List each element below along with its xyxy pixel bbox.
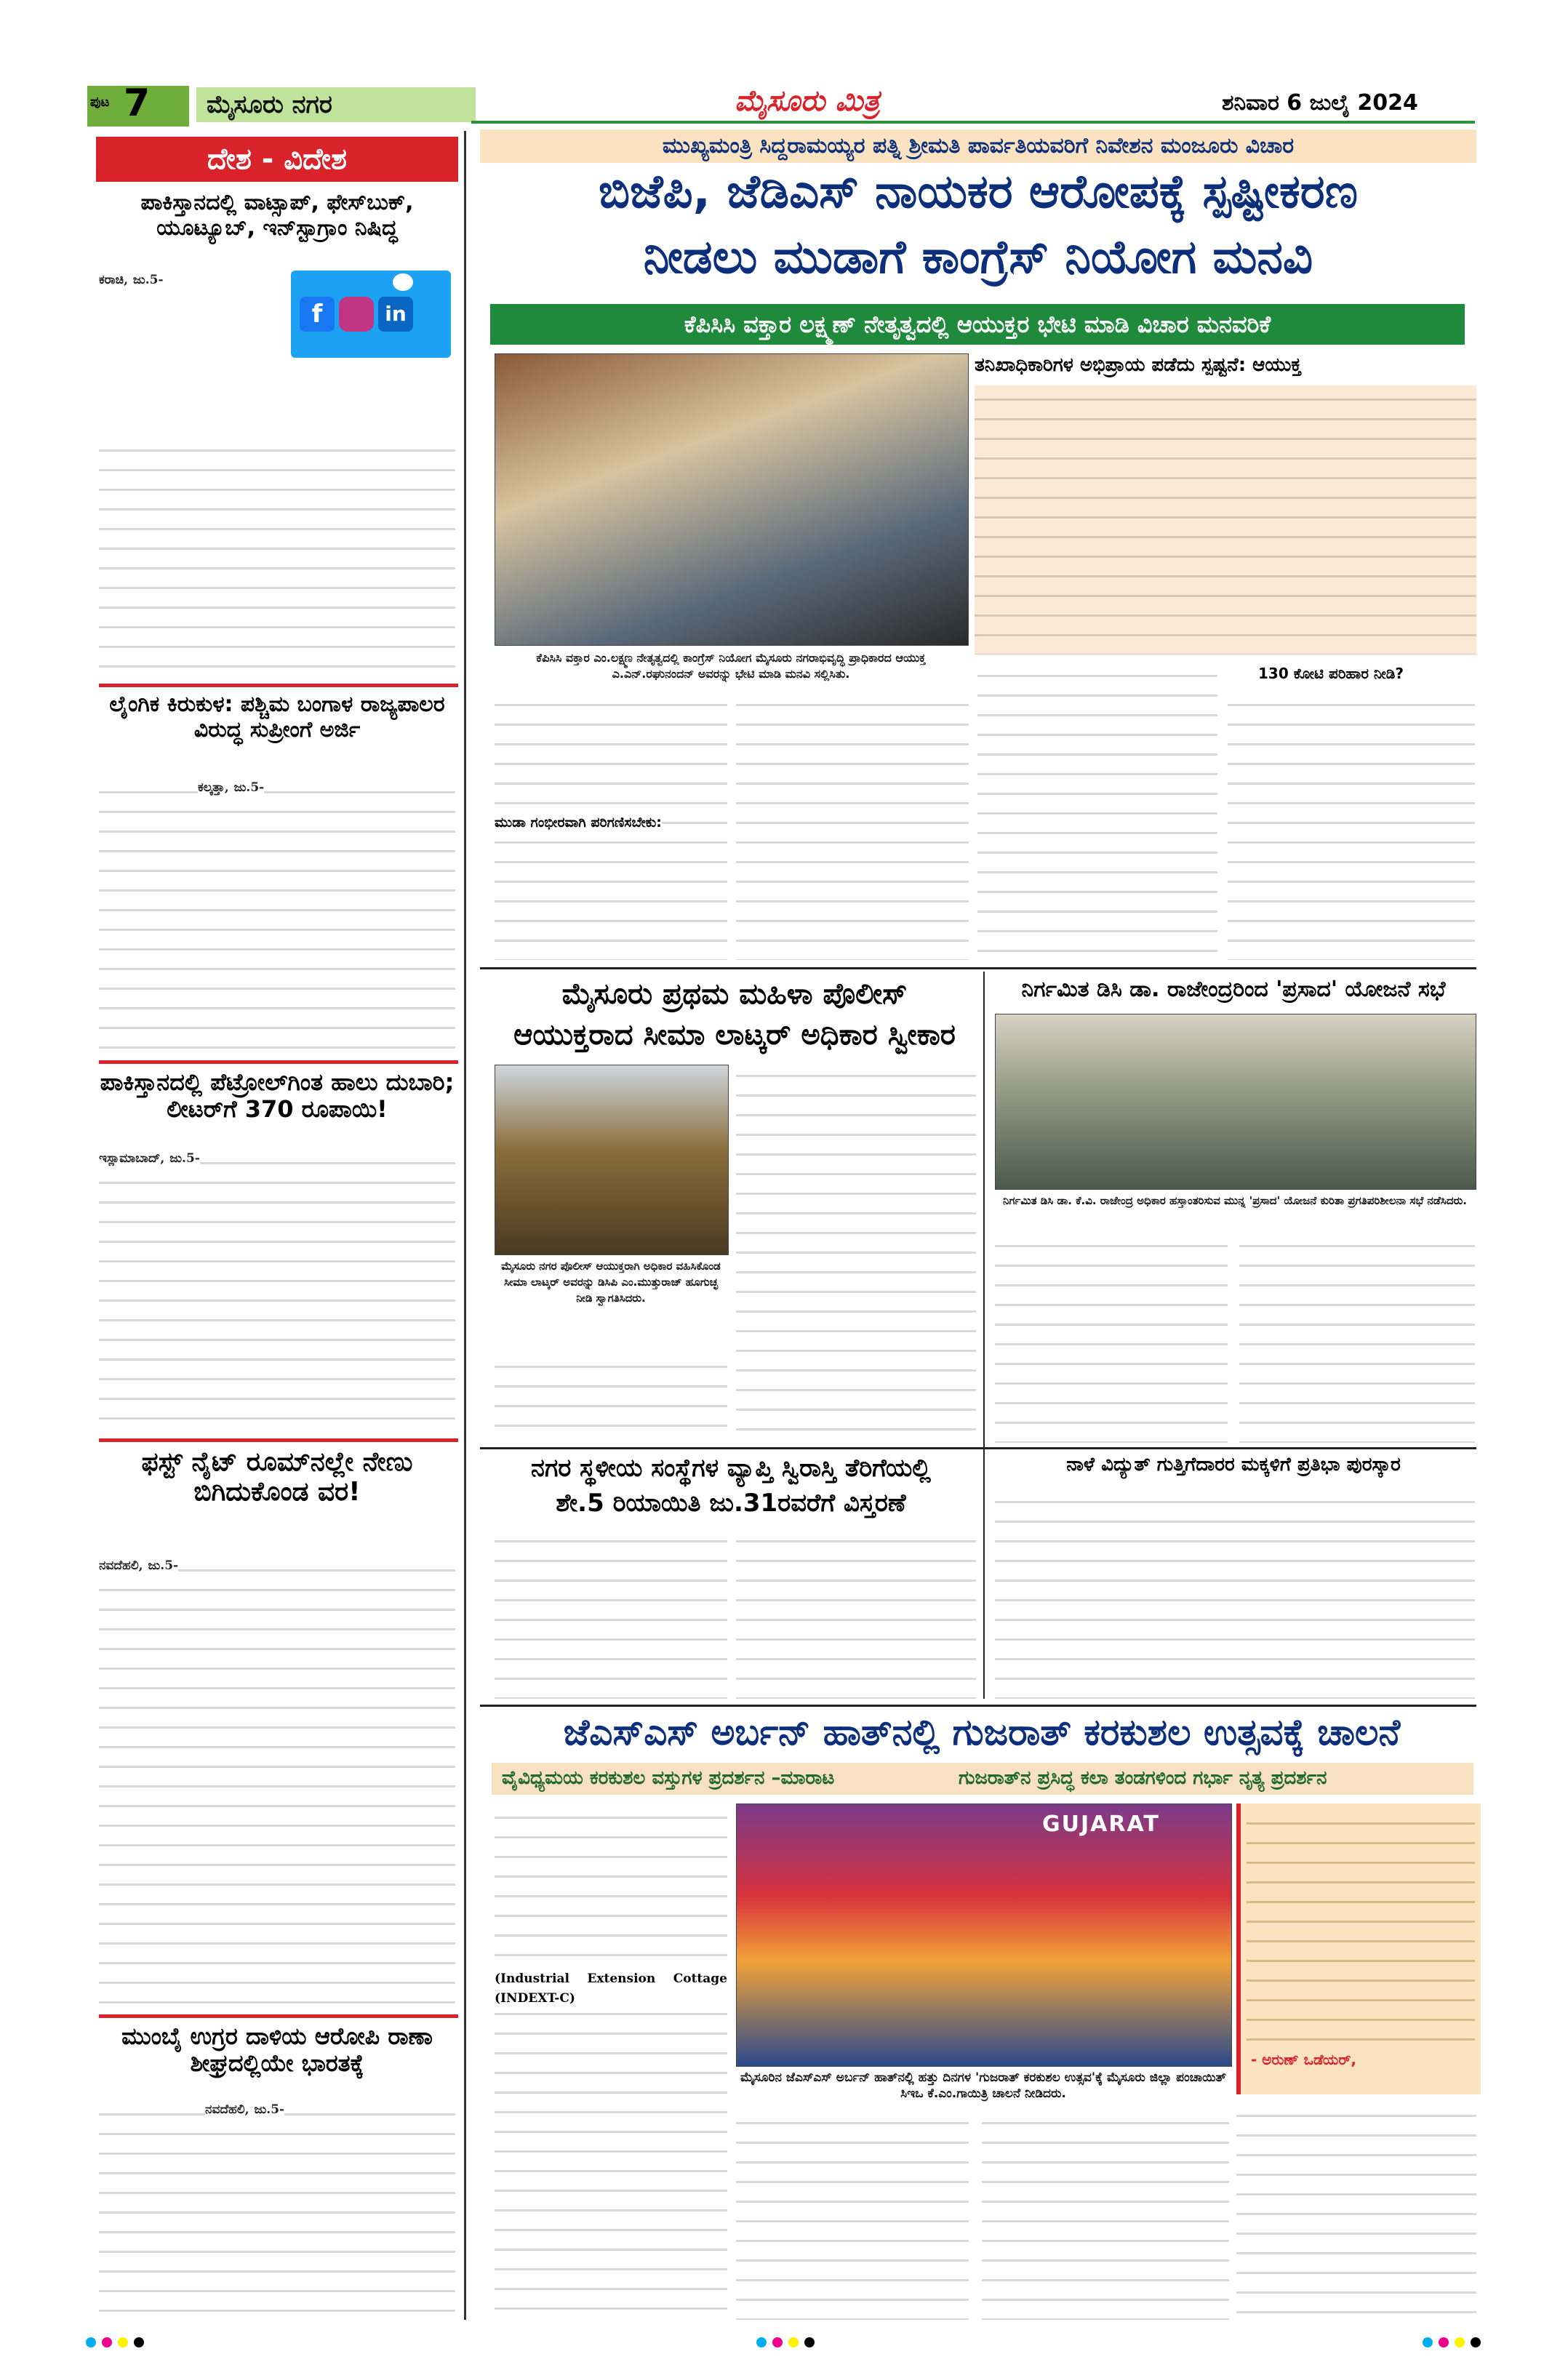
jss-photo-caption: ಮೈಸೂರಿನ ಜೆಎಸ್‌ಎಸ್ ಅರ್ಬನ್ ಹಾತ್‌ನಲ್ಲಿ ಹತ್ತು ದಿನಗಳ 'ಗುಜರಾತ್ ಕರಕುಶಲ ಉತ್ಸವ'ಕ್ಕೆ ಮೈಸೂರು ಜಿಲ್ಲಾ ಪಂಚಾಯಿತ್ ಸಿಇಒ ಕೆ.ಎಂ.ಗಾಯಿತ್ರಿ ಚಾಲನೆ ನೀಡಿದರು.	[740, 2070, 1226, 2101]
dc-meeting-photo	[995, 1014, 1476, 1190]
dateline: ಇಸ್ಲಾಮಾಬಾದ್, ಜು.5-	[99, 1151, 200, 1166]
quote-byline: - ಅರುಣ್ ಒಡೆಯರ್,	[1251, 2051, 1357, 2068]
lead-box-head: 130 ಕೋಟಿ ಪರಿಹಾರ ನೀಡಿ?	[1258, 665, 1404, 682]
dc-body-2	[1239, 1232, 1475, 1443]
twitter-icon	[393, 273, 413, 291]
page-number: 7	[124, 81, 151, 125]
registration-dot-yellow	[1455, 2337, 1465, 2347]
jss-body-4	[1236, 2102, 1476, 2320]
section-rule	[480, 1447, 1476, 1449]
dateline: ಕರಾಚಿ, ಜು.5-	[99, 273, 164, 287]
jss-bullet-2: ಗುಜರಾತ್‌ನ ಪ್ರಸಿದ್ಧ ಕಲಾ ತಂಡಗಳಿಂದ ಗರ್ಭಾ ನೃತ್ಯ ಪ್ರದರ್ಶನ	[959, 1767, 1327, 1789]
dc-body-1	[995, 1232, 1228, 1443]
registration-dot-black	[134, 2337, 144, 2347]
story-rana-body	[99, 2100, 455, 2318]
jss-headline: ಜೆಎಸ್‌ಎಸ್ ಅರ್ಬನ್ ಹಾತ್‌ನಲ್ಲಿ ಗುಜರಾತ್ ಕರಕುಶಲ ಉತ್ಸವಕ್ಕೆ ಚಾಲನೆ	[563, 1711, 1401, 1753]
story-separator	[99, 1060, 458, 1064]
lead-photo-caption: ಕೆಪಿಸಿಸಿ ವಕ್ತಾರ ಎಂ.ಲಕ್ಷ್ಮಣ ನೇತೃತ್ವದಲ್ಲಿ ಕಾಂಗ್ರೆಸ್ ನಿಯೋಗ ಮೈಸೂರು ನಗರಾಭಿವೃದ್ಧಿ ಪ್ರಾಧಿಕಾರದ ಆಯುಕ್ತ ಎ.ಎನ್.ರಘುನಂದನ್ ಅವರನ್ನು ಭೇಟಿ ಮಾಡಿ ಮನವಿ ಸಲ್ಲಿಸಿತು.	[536, 651, 926, 681]
column-divider	[464, 131, 466, 2320]
lead-side-head: ತನಿಖಾಧಿಕಾರಿಗಳ ಅಭಿಪ್ರಾಯ ಪಡೆದು ಸ್ಪಷ್ಟನೆ: ಆಯುಕ್ತ	[975, 354, 1302, 376]
registration-dot-black	[1471, 2337, 1481, 2347]
jss-garba-photo	[736, 1803, 1232, 2067]
registration-dot-cyan	[1423, 2337, 1433, 2347]
story-first-night-body	[99, 1556, 455, 2014]
jss-body-1	[495, 1803, 727, 2320]
headline-first-night: ಫಸ್ಟ್ ನೈಟ್ ರೂಮ್‌ನಲ್ಲೇ ನೇಣು ಬಿಗಿದುಕೊಂಡ ವರ!	[141, 1447, 413, 1508]
lead-strap: ಕೆಪಿಸಿಸಿ ವಕ್ತಾರ ಲಕ್ಷ್ಮಣ್ ನೇತೃತ್ವದಲ್ಲಿ ಆಯುಕ್ತರ ಭೇಟಿ ಮಾಡಿ ವಿಚಾರ ಮನವರಿಕೆ	[490, 304, 1465, 345]
lead-body-col2	[736, 691, 969, 960]
gujarat-banner-text: GUJARAT	[1042, 1811, 1160, 1837]
police-body	[736, 1062, 976, 1440]
social-media-graphic	[291, 271, 451, 358]
registration-dot-yellow	[788, 2337, 799, 2347]
jss-body-2	[736, 2109, 969, 2320]
civic-body-1	[495, 1527, 727, 1699]
jss-bullet-1: ವೈವಿಧ್ಯಮಯ ಕರಕುಶಲ ವಸ್ತುಗಳ ಪ್ರದರ್ಶನ –ಮಾರಾಟ	[502, 1767, 835, 1789]
dc-photo-caption: ನಿರ್ಗಮಿತ ಡಿಸಿ ಡಾ. ಕೆ.ವಿ. ರಾಜೇಂದ್ರ ಅಧಿಕಾರ ಹಸ್ತಾಂತರಿಸುವ ಮುನ್ನ 'ಪ್ರಸಾದ' ಯೋಜನೆ ಕುರಿತಾ ಪ್ರಗತಿಪರಿಶೀಲನಾ ಸಭೆ ನಡೆಸಿದರು.	[1003, 1194, 1467, 1207]
section-rule	[480, 1705, 1476, 1707]
story-separator	[99, 1438, 458, 1442]
linkedin-icon: in	[378, 297, 413, 332]
section-name: ಮೈಸೂರು ನಗರ	[196, 87, 476, 122]
masthead-rule	[471, 121, 1475, 124]
lead-body-col4	[1228, 691, 1475, 960]
lead-side-body	[975, 385, 1476, 654]
police-photo-caption: ಮೈಸೂರು ನಗರ ಪೊಲೀಸ್ ಆಯುಕ್ತರಾಗಿ ಅಧಿಕಾರ ವಹಿಸಿಕೊಂಡ ಸೀಮಾ ಲಾಟ್ಕರ್ ಅವರನ್ನು ಡಿಸಿಪಿ ಎಂ.ಮುತ್ತುರಾಜ್ ಹೂಗುಚ್ಛ ನೀಡಿ ಸ್ವಾಗತಿಸಿದರು.	[501, 1260, 721, 1305]
lead-headline-1: ಬಿಜೆಪಿ, ಜೆಡಿಎಸ್ ನಾಯಕರ ಆರೋಪಕ್ಕೆ ಸ್ಪಷ್ಟೀಕರಣ	[599, 165, 1358, 219]
civic-headline-1: ನಗರ ಸ್ಥಳೀಯ ಸಂಸ್ಥೆಗಳ ವ್ಯಾಪ್ತಿ ಸ್ವಿರಾಸ್ತಿ ತೆರಿಗೆಯಲ್ಲಿ	[531, 1454, 931, 1483]
story-pakistan-body-2	[99, 436, 455, 676]
award-body-1	[995, 1488, 1475, 1699]
police-photo	[495, 1065, 729, 1255]
police-headline-1: ಮೈಸೂರು ಪ್ರಥಮ ಮಹಿಳಾ ಪೊಲೀಸ್	[561, 977, 908, 1011]
page-label: ಪುಟ	[90, 95, 110, 110]
section-banner: ದೇಶ - ವಿದೇಶ	[96, 137, 458, 182]
headline-rana-extradition: ಮುಂಬೈ ಉಗ್ರರ ದಾಳಿಯ ಆರೋಪಿ ರಾಣಾ ಶೀಘ್ರದಲ್ಲಿಯೇ ಭಾರತಕ್ಕೆ	[121, 2022, 433, 2077]
dateline: ಕಲ್ಕತ್ತಾ, ಜು.5-	[198, 780, 265, 795]
jss-quote-box	[1236, 1803, 1481, 2094]
registration-dot-magenta	[102, 2337, 112, 2347]
registration-dot-magenta	[1439, 2337, 1449, 2347]
lead-body-col3	[977, 662, 1217, 960]
registration-dot-black	[804, 2337, 815, 2347]
registration-dot-yellow	[118, 2337, 128, 2347]
facebook-icon: f	[300, 297, 335, 332]
story-pakistan-body	[99, 271, 284, 438]
police-body-2	[495, 1353, 727, 1440]
vertical-rule	[983, 972, 985, 1699]
registration-dot-magenta	[772, 2337, 783, 2347]
story-milk-body	[99, 1149, 455, 1436]
instagram-icon	[339, 297, 374, 332]
headline-pakistan-milk: ಪಾಕಿಸ್ತಾನದಲ್ಲಿ ಪೆಟ್ರೋಲ್‌ಗಿಂತ ಹಾಲು ದುಬಾರಿ; ಲೀಟರ್‌ಗೆ 370 ರೂಪಾಯಿ!	[100, 1068, 455, 1123]
paper-name: ಮೈಸೂರು ಮಿತ್ರ	[735, 84, 880, 118]
lead-headline-2: ನೀಡಲು ಮುಡಾಗೆ ಕಾಂಗ್ರೆಸ್ ನಿಯೋಗ ಮನವಿ	[643, 231, 1313, 284]
story-separator	[99, 2014, 458, 2018]
story-separator	[99, 684, 458, 687]
award-headline: ನಾಳೆ ವಿದ್ಯುತ್ ಗುತ್ತಿಗೆದಾರರ ಮಕ್ಕಳಿಗೆ ಪ್ರತಿಭಾ ಪುರಸ್ಕಾರ	[1066, 1454, 1401, 1476]
dc-headline: ನಿರ್ಗಮಿತ ಡಿಸಿ ಡಾ. ರಾಜೇಂದ್ರರಿಂದ 'ಪ್ರಸಾದ' ಯೋಜನೆ ಸಭೆ	[1021, 977, 1446, 1002]
civic-body-2	[736, 1527, 976, 1699]
lead-subhead: ಮುಡಾ ಗಂಭೀರವಾಗಿ ಪರಿಗಣಿಸಬೇಕು:	[495, 814, 662, 830]
dateline: ನವದೆಹಲಿ, ಜು.5-	[205, 2102, 285, 2117]
lead-photo	[495, 353, 969, 646]
police-headline-2: ಆಯುಕ್ತರಾದ ಸೀಮಾ ಲಾಟ್ಕರ್ ಅಧಿಕಾರ ಸ್ವೀಕಾರ	[513, 1018, 956, 1052]
issue-date: ಶನಿವಾರ 6 ಜುಲೈ 2024	[1222, 90, 1418, 116]
civic-headline-2: ಶೇ.5 ರಿಯಾಯಿತಿ ಜು.31ರವರೆಗೆ ವಿಸ್ತರಣೆ	[556, 1489, 906, 1518]
headline-pakistan-social: ಪಾಕಿಸ್ತಾನದಲ್ಲಿ ವಾಟ್ಸಾಪ್, ಫೇಸ್‌ಬುಕ್, ಯೂಟ್ಯೂಬ್, ಇನ್‌ಸ್ಟಾಗ್ರಾಂ ನಿಷಿದ್ಧ	[140, 190, 414, 241]
section-rule	[480, 967, 1476, 969]
indext-c-term: (Industrial Extension Cottage (INDEXT-C)	[495, 1969, 727, 2009]
lead-kicker: ಮುಖ್ಯಮಂತ್ರಿ ಸಿದ್ದರಾಮಯ್ಯರ ಪತ್ನಿ ಶ್ರೀಮತಿ ಪಾರ್ವತಿಯವರಿಗೆ ನಿವೇಶನ ಮಂಜೂರು ವಿಚಾರ	[480, 129, 1476, 163]
dateline: ನವದೆಹಲಿ, ಜು.5-	[99, 1558, 179, 1573]
headline-bengal-governor: ಲೈಂಗಿಕ ಕಿರುಕುಳ: ಪಶ್ಚಿಮ ಬಂಗಾಳ ರಾಜ್ಯಪಾಲರ ವಿರುದ್ಧ ಸುಪ್ರೀಂಗೆ ಅರ್ಜಿ	[109, 692, 445, 742]
jss-body-3	[982, 2109, 1229, 2320]
registration-dot-cyan	[86, 2337, 96, 2347]
story-bengal-body	[99, 778, 455, 1054]
registration-dot-cyan	[756, 2337, 767, 2347]
